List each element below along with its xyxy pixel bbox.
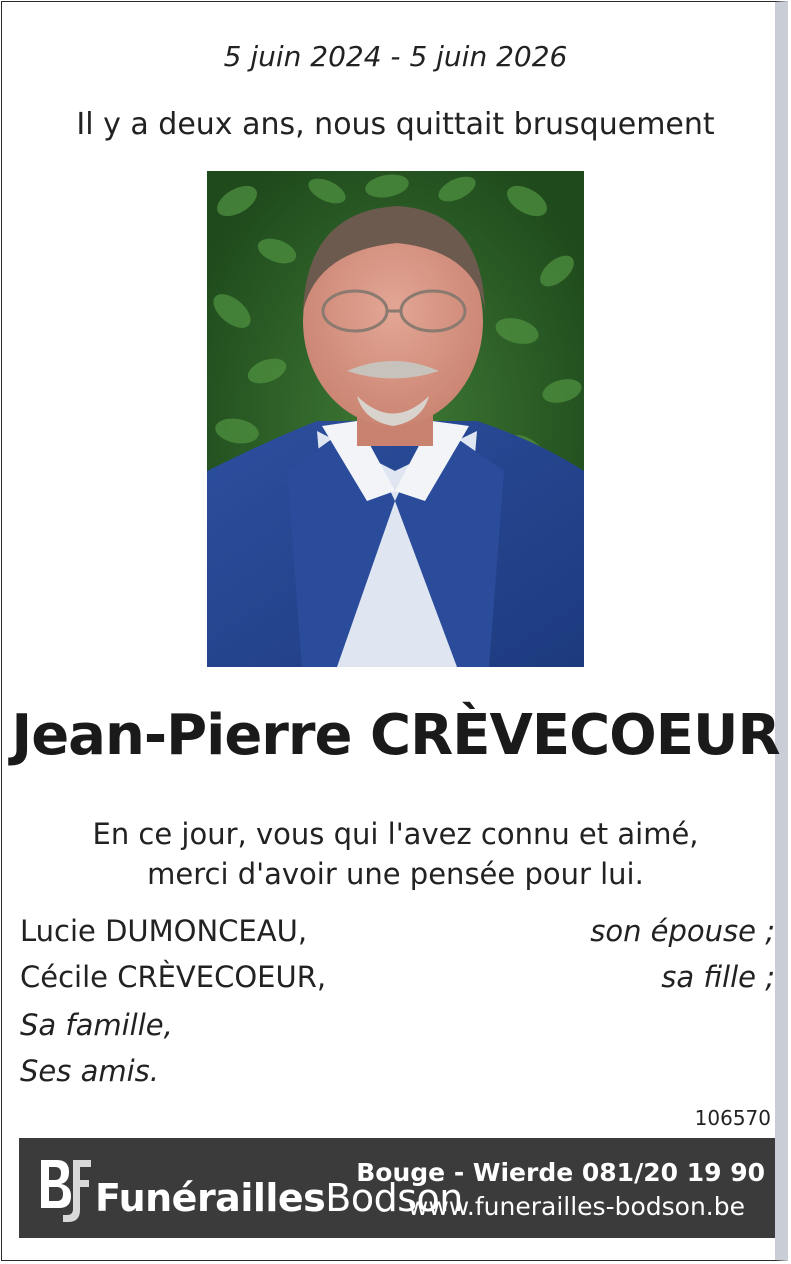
memorial-message [0, 814, 791, 894]
portrait-photo [207, 171, 584, 667]
funeral-home-banner [19, 1138, 775, 1238]
family-name: Ses amis. [20, 1054, 159, 1088]
family-name: Sa famille, [20, 1008, 173, 1042]
date-range: 5 juin 2024 - 5 juin 2026 [223, 40, 568, 73]
bf-logo-icon [35, 1152, 95, 1224]
family-name: Lucie DUMONCEAU, [20, 914, 308, 948]
family-name: Cécile CRÈVECOEUR, [20, 960, 327, 994]
family-row [20, 960, 775, 1004]
deceased-name: Jean-Pierre CRÈVECOEUR [11, 703, 780, 768]
family-row [20, 914, 775, 958]
family-relation: son épouse ; [590, 914, 775, 948]
brand-part-2: Bodson [325, 1176, 463, 1220]
website-link[interactable]: www.funerailles-bodson.be [407, 1192, 745, 1221]
family-relation: sa fille ; [661, 960, 775, 994]
intro-text: Il y a deux ans, nous quittait brusquement [76, 107, 715, 142]
location-phone: Bouge - Wierde 081/20 19 90 [356, 1158, 765, 1187]
reference-number: 106570 [694, 1106, 771, 1130]
family-row [20, 1008, 775, 1052]
message-line-2: merci d'avoir une pensée pour lui. [147, 857, 644, 891]
brand-part-1: Funérailles [95, 1176, 326, 1220]
message-line-1: En ce jour, vous qui l'avez connu et aimé, [92, 817, 699, 851]
family-row [20, 1054, 775, 1098]
